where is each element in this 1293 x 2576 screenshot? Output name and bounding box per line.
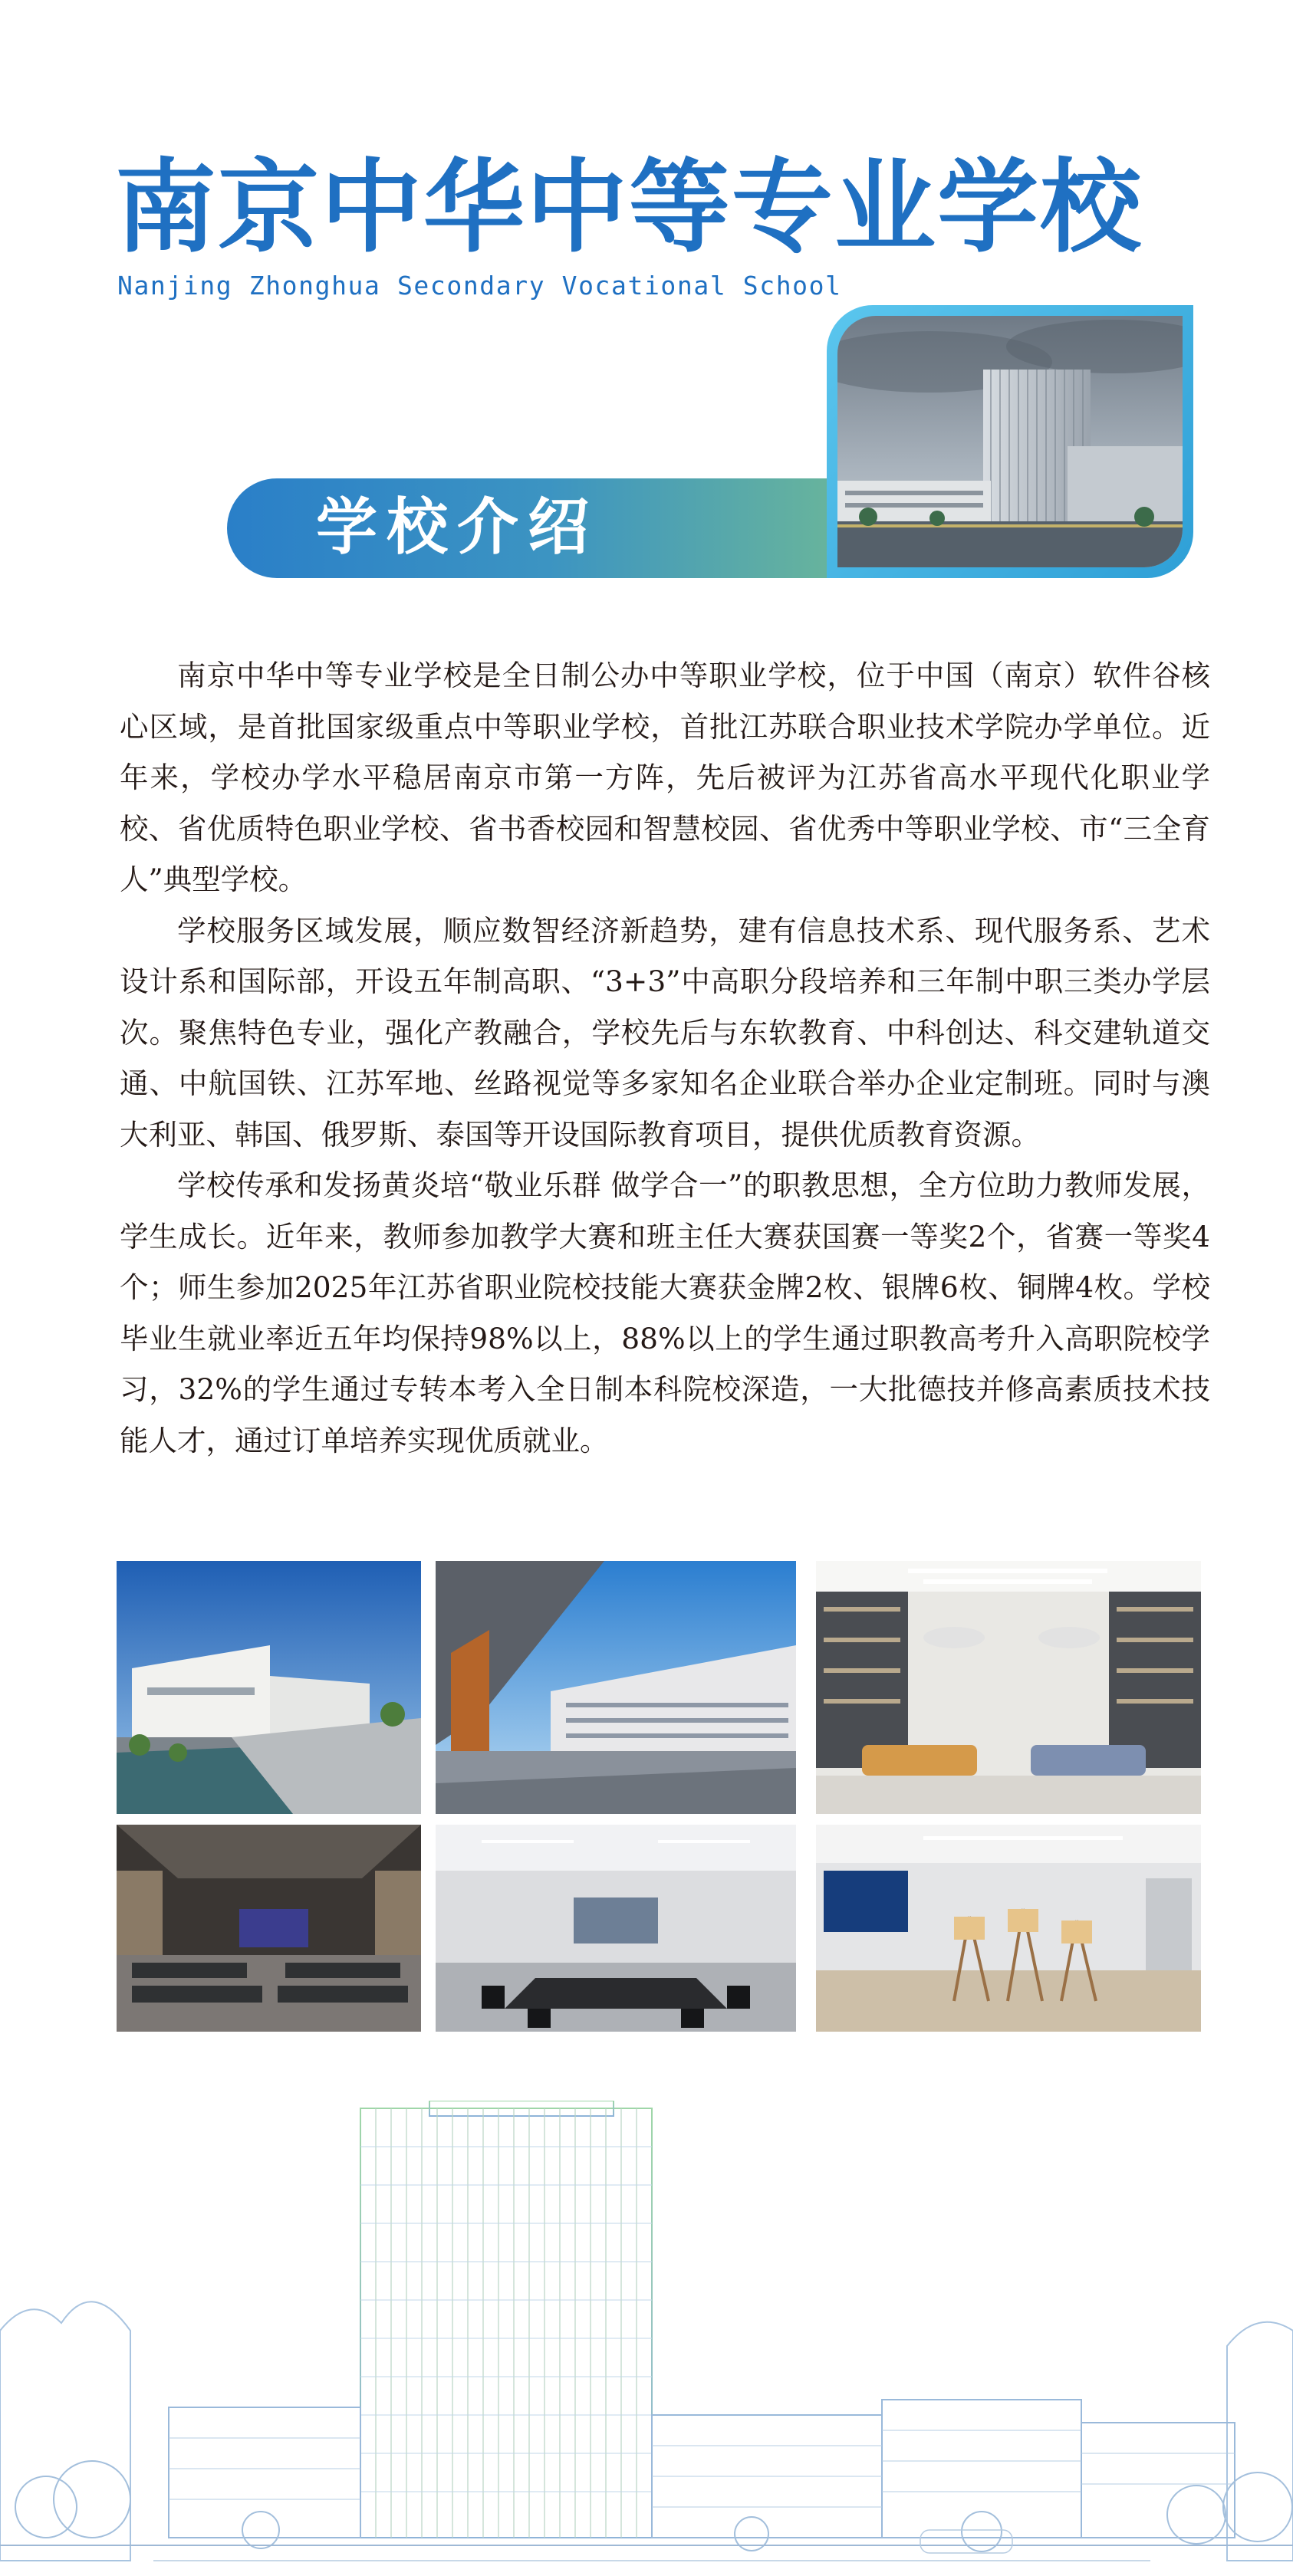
gallery-conference-image [436,1825,796,2032]
intro-paragraph-1: 南京中华中等专业学校是全日制公办中等职业学校，位于中国（南京）软件谷核心区域，是首批国家级重点中等职业学校，首批江苏联合职业技术学院办学单位。近年来，学校办学水平稳居南京市第一方阵，先后被评为江苏省高水平现代化职业学校、省优质特色职业学校、省书香校园和智慧校园、省优秀中等职业学校、市“三全育人”典型学校。 [120,659,1210,896]
school-name-cn: 南京中华中等专业学校 [115,149,1143,267]
intro-paragraph-2: 学校服务区域发展，顺应数智经济新趋势，建有信息技术系、现代服务系、艺术设计系和国际部，开设五年制高职、“3+3”中高职分段培养和三年制中职三类办学层次。聚焦特色专业，强化产教融合，学校先后与东软教育、中科创达、科交建轨道交通、中航国铁、江苏军地、丝路视觉等多家知名企业联合举办企业定制班。同时与澳大利亚、韩国、俄罗斯、泰国等开设国际教育项目，提供优质教育资源。 [120,913,1210,1152]
gallery-library-image [816,1561,1201,1814]
gallery-studio-image [816,1825,1201,2032]
gallery-courtyard-image [117,1561,421,1814]
intro-text [120,650,1210,1466]
gallery-auditorium-image [117,1825,421,2032]
intro-paragraph-3: 学校传承和发扬黄炎培“敬业乐群 做学合一”的职教思想，全方位助力教师发展，学生成长。近年来，教师参加教学大赛和班主任大赛获国赛一等奖2个，省赛一等奖4个；师生参加2025年江苏省职业院校技能大赛获金牌2枚、银牌6枚、铜牌4枚。学校毕业生就业率近五年均保持98%以上，88%以上的学生通过职教高考升入高职院校学习，32%的学生通过专转本考入全日制本科院校深造，一大批德技并修高素质技术技能人才，通过订单培养实现优质就业。 [120,1168,1210,1457]
section-title: 学校介绍 [316,491,598,563]
gallery-plaza-image [436,1561,796,1814]
school-name-en: Nanjing Zhonghua Secondary Vocational School [117,271,842,301]
hero-campus-image [837,316,1183,567]
campus-line-drawing [0,2101,1293,2573]
